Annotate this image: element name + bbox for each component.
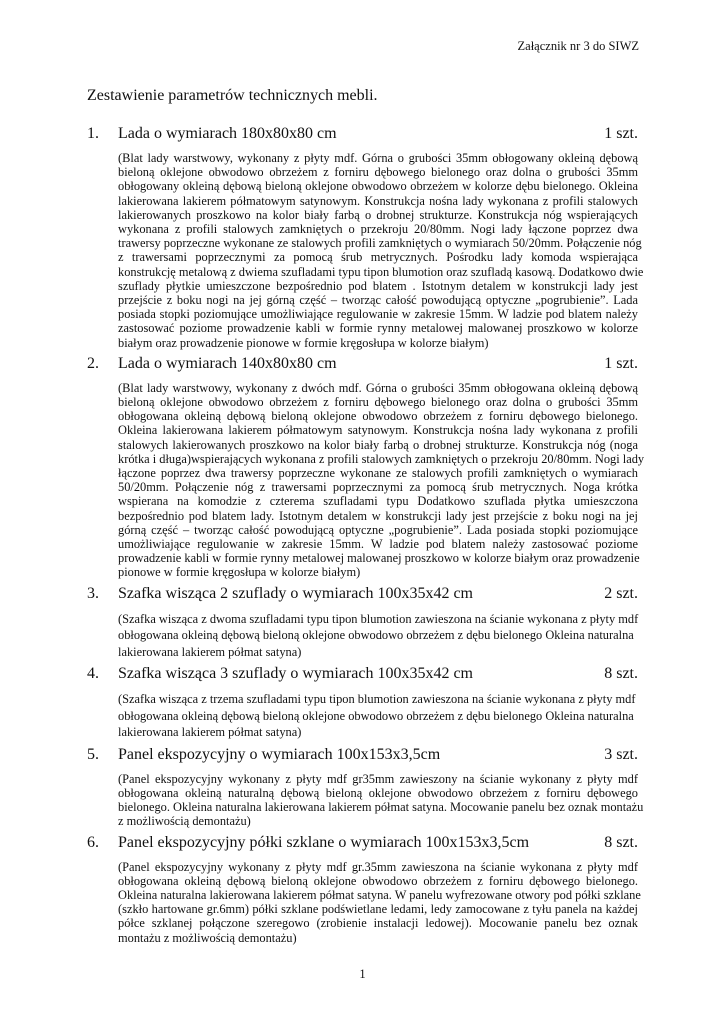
item-number: 3. [87,584,99,602]
item-number: 5. [87,745,99,763]
description-line: bielonego. Okleina naturalna lakierowana lakierem półmat satyna. Mocowanie panelu bez oznak montażu [118,800,644,815]
description-line: obłogowany okleiną dębową bieloną oklejone obwodowo obrzeżem w kolorze dębu bielonego. Okleina [118,179,638,194]
item-heading [87,664,638,684]
item-quantity: 2 szt. [604,584,638,602]
description-line: białym oraz prowadzenie pionowe w formie kręgosłupa w kolorze białym) [118,335,489,350]
description-line: (Szafka wisząca z dwoma szufladami typu tipon blumotion zawieszona na ścianie wykonana z płyty mdf [118,611,639,626]
item-quantity: 1 szt. [604,125,638,142]
item-description [118,380,645,580]
item-4 [87,664,638,741]
item-quantity: 8 szt. [604,665,638,683]
item-1 [87,124,644,350]
item-quantity: 1 szt. [604,354,638,372]
item-number: 6. [87,833,99,851]
item-heading [87,124,638,144]
item-quantity: 3 szt. [604,745,638,763]
item-number: 1. [87,125,99,142]
item-5 [87,745,644,829]
description-line: (Panel ekspozycyjny wykonany z płyty mdf gr.35mm zawieszona na ścianie wykonana z płyty mdf [118,859,638,874]
description-line: (Blat lady warstwowy, wykonany z dwóch mdf. Górna o grubości 35mm obłogowana okleiną dębową [118,380,638,395]
description-line: (Blat lady warstwowy, wykonany z płyty mdf. Górna o grubości 35mm obłogowany okleiną dębową [118,151,638,165]
description-line: górną część – tworząc całość powodującą optyczne „pogrubienie”. Lada posiada stopki poziomujące [118,522,638,537]
description-line: lakierowanych proszkowo na kolor biały farbą o drobnej strukturze. Konstrukcja nóg wspierających [118,207,638,222]
item-description [118,771,644,829]
description-line: obłogowana okleiną dębową bieloną oklejone obwodowo obrzeżem z dębu bielonego Okleina naturalna [118,708,634,723]
description-line: szuflady płytkie umieszczone bezpośrednio pod blatem . Istotnym detalem w konstrukcji lady jest [118,278,638,293]
description-line: wykonana z profili stalowych zamkniętych o przekroju 20/80mm. Nogi lady łączone poprzez dwa [118,222,638,237]
description-line: lakierowana lakierem półmatowym satynowym. Konstrukcja nośna lady wykonana z profili stalowych [118,193,638,208]
page-number: 1 [359,967,366,981]
item-6 [87,833,641,945]
description-line: posiada stopki poziomujące umożliwiające regulowanie w zakresie 15mm. W ladzie pod blatem należy [118,307,638,322]
item-heading [87,745,638,765]
description-line: trawersy poprzeczne wykonane ze stalowych profili zamkniętych o wymiarach 50/20mm. Połączenie nóg [118,236,642,251]
page-header: Załącznik nr 3 do SIWZ [517,39,639,53]
description-line: wspierana na komodzie z czterema szufladami typu Dodatkowo szuflada płytka umieszczona [118,494,638,509]
items-list [87,124,645,949]
description-line: konstrukcję metalową z dwiema szufladami typu tipon blumotion oraz szufladą kasową. Dodatkowo dwie [118,264,644,279]
description-line: obłogowana okleiną dębową bieloną oklejone obwodowo obrzeżem z forniru dębowego bielonego. [118,873,638,888]
item-title: Panel ekspozycyjny o wymiarach 100x153x3,5cm [118,745,441,763]
document-title: Zestawienie parametrów technicznych mebli. [87,87,378,104]
description-line: (Szafka wisząca z trzema szufladami typu tipon blumotion zawieszona na ścianie wykonana z płyty mdf [118,692,636,707]
item-3 [87,584,638,661]
item-number: 4. [87,665,99,683]
description-line: prowadzenie kabli w formie rynny metalowej malowanej proszkowo w kolorze białym oraz prowadzenie [118,551,640,566]
item-number: 2. [87,354,99,372]
item-description [118,611,638,661]
description-line: pionowe w formie kręgosłupa w kolorze białym) [118,565,361,580]
description-line: obłogowana okleiną naturalną dębową bieloną oklejone obwodowo obrzeżem z forniru dębowego [118,785,638,800]
item-heading [87,833,638,853]
description-line: 50/20mm. Połączenie nóg z trawersami poprzecznymi za pomocą śrub metrycznych. Noga krótka [118,480,638,495]
description-line: z trawersami poprzecznymi za pomocą śrub metrycznych. Pośrodku lady komoda wspierająca [118,250,638,265]
description-line: Okleina lakierowana lakierem półmatowym satynowym. Konstrukcja nośna lady wykonana z profili [118,423,638,438]
description-line: Okleina naturalna lakierowana lakierem półmat satyna. W panelu wyfrezowane otwory pod półki szklane [118,887,641,902]
description-line: zastosować poziome prowadzenie kabli w formie rynny metalowej malowanej proszkowo w kolorze [118,321,638,336]
description-line: przejście z boku nogi na jej górną część – tworząc całość powodującą optyczne „pogrubienie”. Lada [118,293,638,308]
description-line: bezpośrednio pod blatem lady. Istotnym detalem w konstrukcji lady jest przejście z boku nogi na jej [118,508,638,523]
description-line: bieloną oklejone obwodowo obrzeżem z forniru dębowego bielonego oraz dolna o grubości 35mm [118,395,638,410]
item-title: Lada o wymiarach 180x80x80 cm [118,125,337,142]
item-quantity: 8 szt. [604,833,638,851]
description-line: bieloną oklejone obwodowo obrzeżem z forniru dębowego bielonego oraz dolna o grubości 35mm [118,165,638,180]
description-line: łączone poprzez dwa trawersy poprzeczne wykonane ze stalowych profili zamkniętych o wymiarach [118,466,638,481]
description-line: półce szklanej połączone szeregowo (zrobienie instalacji ledowej). Mocowanie panelu bez oznak [118,916,638,931]
description-line: lakierowana lakierem półmat satyna) [118,725,302,740]
description-line: z możliwością demontażu) [118,814,251,829]
item-title: Szafka wisząca 2 szuflady o wymiarach 100x35x42 cm [118,584,473,602]
description-line: (szkło hartowane gr.6mm) półki szklane podświetlane ledami, ledy zamocowane z tyłu panela na każdej [118,902,638,917]
item-title: Panel ekspozycyjny półki szklane o wymiarach 100x153x3,5cm [118,833,530,851]
description-line: stalowych lakierowanych proszkowo na kolor biały farbą o drobnej strukturze. Konstrukcja nóg (noga [118,437,638,452]
description-line: obłogowana okleiną dębową bieloną oklejone obwodowo obrzeżem z forniru dębowego bielonego. [118,409,638,424]
item-description [118,859,641,945]
item-heading [87,584,638,604]
item-heading [87,354,638,374]
item-description [118,691,638,741]
item-title: Szafka wisząca 3 szuflady o wymiarach 100x35x42 cm [118,665,473,683]
item-2 [87,354,645,580]
description-line: lakierowana lakierem półmat satyna) [118,644,302,659]
item-description [118,151,644,350]
description-line: umożliwiające regulowanie w zakresie 15mm. W ladzie pod blatem należy zastosować poziome [118,537,638,552]
description-line: (Panel ekspozycyjny wykonany z płyty mdf gr35mm zawieszony na ścianie wykonany z płyty mdf [118,771,638,786]
description-line: obłogowana okleiną dębową bieloną oklejone obwodowo obrzeżem z dębu bielonego Okleina naturalna [118,628,634,643]
description-line: krótka i długa)wspierających wykonana z profili stalowych zamkniętych o przekroju 20/80mm. Nogi lady [118,451,645,466]
item-title: Lada o wymiarach 140x80x80 cm [118,354,337,372]
description-line: montażu z możliwością demontażu) [118,930,297,945]
